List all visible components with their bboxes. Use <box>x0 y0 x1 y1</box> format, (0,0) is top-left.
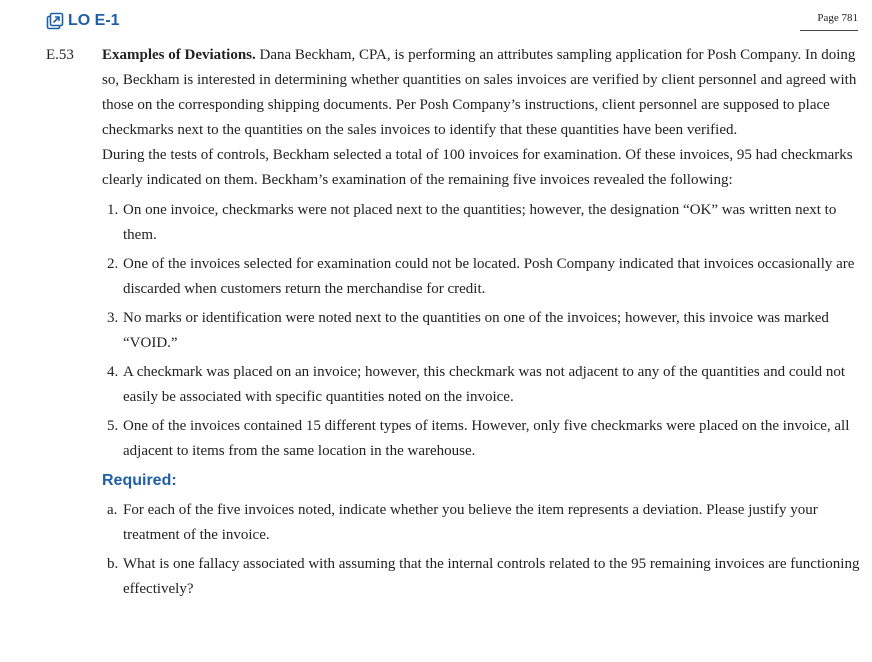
required-list <box>102 498 862 602</box>
exercise-intro <box>102 43 862 143</box>
learning-objective-label[interactable]: LO E-1 <box>68 12 120 29</box>
list-item <box>102 414 862 464</box>
list-marker: 2. <box>107 256 119 272</box>
list-item <box>102 252 862 302</box>
list-item-text: On one invoice, checkmarks were not placed next to the quantities; however, the designation “OK” was written next to them. <box>123 202 837 243</box>
list-item-text: One of the invoices selected for examination could not be located. Posh Company indicated that invoices occasionally are discarded when customers return the merchandise for credit. <box>123 256 855 297</box>
lo-header[interactable] <box>46 12 120 30</box>
exercise-content <box>102 43 862 606</box>
list-marker: 5. <box>107 418 119 434</box>
list-item <box>102 552 862 602</box>
list-item <box>102 360 862 410</box>
exercise-intro-text: Dana Beckham, CPA, is performing an attributes sampling application for Posh Company. In doing so, Beckham is interested in determining whether quantities on sales invoices are verified by client personnel and agreed with those on the corresponding shipping documents. Per Posh Company’s instructions, client personnel are supposed to place checkmarks next to the quantities on the sales invoices to identify that these quantities have been verified. <box>102 47 857 138</box>
exercise-title: Examples of Deviations. <box>102 47 256 63</box>
external-link-icon[interactable] <box>46 12 64 30</box>
list-marker: 1. <box>107 202 119 218</box>
list-marker: 4. <box>107 364 119 380</box>
findings-list <box>102 198 862 464</box>
list-marker: a. <box>107 502 118 518</box>
exercise-paragraph-2: During the tests of controls, Beckham selected a total of 100 invoices for examination. Of these invoices, 95 had checkmarks clearly indicated on them. Beckham’s examination of the remaining five invoices revealed the following: <box>102 147 853 188</box>
page-number: Page 781 <box>800 8 858 31</box>
list-marker: 3. <box>107 310 119 326</box>
list-item-text: No marks or identification were noted next to the quantities on one of the invoices; however, this invoice was marked “VOID.” <box>123 310 829 351</box>
list-item-text: What is one fallacy associated with assuming that the internal controls related to the 95 remaining invoices are functioning effectively? <box>123 556 860 597</box>
required-heading: Required: <box>102 472 177 489</box>
list-item-text: A checkmark was placed on an invoice; however, this checkmark was not adjacent to any of the quantities and could not easily be associated with specific quantities noted on the invoice. <box>123 364 846 405</box>
list-item <box>102 306 862 356</box>
list-item <box>102 498 862 548</box>
list-item <box>102 198 862 248</box>
exercise-number: E.53 <box>46 47 74 63</box>
list-item-text: One of the invoices contained 15 different types of items. However, only five checkmarks were placed on the invoice, all adjacent to items from the same location in the warehouse. <box>123 418 850 459</box>
list-marker: b. <box>107 556 119 572</box>
list-item-text: For each of the five invoices noted, indicate whether you believe the item represents a deviation. Please justify your treatment of the invoice. <box>123 502 818 543</box>
